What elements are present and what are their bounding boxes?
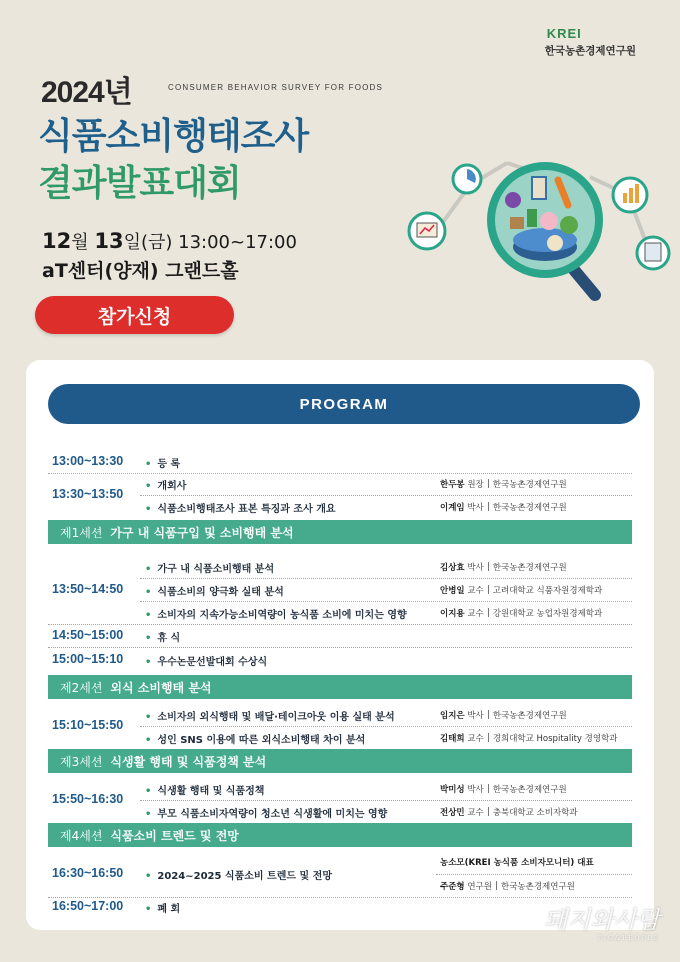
date-month-unit: 월: [71, 232, 89, 253]
speaker-info: [440, 880, 575, 892]
speaker-info: [440, 584, 602, 596]
item-divider: [140, 495, 632, 496]
item-divider: [140, 578, 632, 579]
event-year: 2024년: [41, 76, 132, 109]
session-title: 가구 내 식품구입 및 소비행태 분석: [110, 525, 294, 540]
session-title: 외식 소비행태 분석: [110, 680, 212, 695]
speaker-role: 교수: [467, 586, 484, 596]
speaker-role: 교수: [467, 609, 484, 619]
schedule-time: 14:50~15:00: [52, 627, 124, 642]
session-title: 식생활 행태 및 식품정책 분석: [110, 754, 267, 769]
speaker-divider: [488, 562, 489, 571]
date-rest: 일(금) 13:00~17:00: [123, 232, 297, 253]
speaker-info: [440, 709, 567, 721]
program-item: • 폐 회: [145, 900, 180, 915]
speaker-role: 교수: [467, 734, 484, 744]
schedule-time: 13:30~13:50: [52, 487, 124, 501]
item-divider: [436, 874, 632, 875]
date-month: 12: [42, 229, 72, 253]
schedule-row: [48, 703, 632, 749]
speaker-affiliation: 한국농촌경제연구원: [492, 785, 567, 795]
program-item: • 개회사: [145, 477, 186, 492]
item-divider: [140, 601, 632, 602]
food-survey-illustration: [395, 135, 680, 305]
speaker-name: 이계임: [440, 503, 465, 513]
session-number: 제4세션: [60, 828, 103, 843]
speaker-role: 박사: [467, 785, 484, 795]
speaker-affiliation: 고려대학교 식품자원경제학과: [492, 586, 603, 596]
program-item: • 소비자의 지속가능소비역량이 농식품 소비에 미치는 영향: [145, 606, 407, 621]
fruit-icon: [540, 212, 558, 230]
speaker-name: 전상민: [440, 808, 465, 818]
watermark-logo: [544, 900, 660, 942]
schedule-row: [48, 777, 632, 823]
schedule-row: [48, 555, 632, 624]
speaker-name: 한두봉: [440, 480, 465, 490]
schedule-row: [48, 624, 632, 647]
speaker-role: 박사: [467, 563, 484, 573]
program-item: • 성인 SNS 이용에 따른 외식소비행태 차이 분석: [145, 731, 365, 746]
speaker-affiliation: 경희대학교 Hospitality 경영학과: [492, 734, 618, 744]
logo-mark: KREI: [546, 26, 582, 41]
schedule-time: 13:00~13:30: [52, 453, 124, 468]
speaker-divider: [488, 479, 489, 488]
speaker-divider: [488, 608, 489, 617]
event-date: [42, 228, 297, 254]
bottle-icon: [527, 209, 537, 227]
schedule-row: [48, 648, 632, 671]
speaker-name: 박미성: [440, 785, 465, 795]
program-item: • 식생활 행태 및 식품정책: [145, 782, 264, 797]
speaker-divider: [488, 710, 489, 719]
speaker-divider: [488, 784, 489, 793]
session-number: 제1세션: [60, 525, 103, 540]
speaker-info: [440, 732, 618, 744]
session-header: [48, 823, 632, 847]
session-header: [48, 675, 632, 699]
logo-org-name: 한국농촌경제연구원: [544, 45, 636, 57]
program-item: • 등 록: [145, 455, 180, 470]
apply-button[interactable]: 참가신청: [35, 296, 234, 334]
speaker-info: [440, 501, 567, 513]
item-divider: [140, 726, 632, 727]
speaker-info: [440, 478, 567, 490]
schedule-time: 16:50~17:00: [52, 898, 124, 913]
schedule-time: 15:10~15:50: [52, 718, 124, 732]
schedule-time: 13:50~14:50: [52, 581, 124, 596]
schedule-row: [48, 450, 632, 473]
speaker-info: [440, 607, 602, 619]
session-header: [48, 749, 632, 773]
milk-icon: [532, 177, 546, 199]
speaker-name: 김태희: [440, 734, 465, 744]
speaker-org-text: 농소모(KREI 농식품 소비자모니터) 대표: [440, 858, 594, 868]
program-header: PROGRAM: [48, 384, 640, 424]
program-item: • 식품소비행태조사 표본 특징과 조사 개요: [145, 500, 336, 515]
program-item: • 부모 식품소비자역량이 청소년 식생활에 미치는 영향: [145, 805, 387, 820]
speaker-affiliation: 한국농촌경제연구원: [492, 711, 567, 721]
schedule-time: 15:00~15:10: [52, 651, 124, 666]
speaker-info: [440, 561, 567, 573]
program-item: • 우수논문선발대회 수상식: [145, 653, 267, 668]
speaker-org: [440, 856, 594, 868]
speaker-role: 원장: [467, 480, 484, 490]
speaker-role: 연구원: [467, 882, 492, 892]
speaker-name: 안병일: [440, 586, 465, 596]
grape-icon: [505, 192, 521, 208]
session-number: 제2세션: [60, 680, 103, 695]
speaker-divider: [488, 502, 489, 511]
item-divider: [140, 800, 632, 801]
speaker-name: 이지용: [440, 609, 465, 619]
speaker-name: 김상효: [440, 563, 465, 573]
vegetable-icon: [560, 216, 578, 234]
speaker-divider: [488, 733, 489, 742]
speaker-name: 임지은: [440, 711, 465, 721]
program-item: • 가구 내 식품소비행태 분석: [145, 560, 274, 575]
program-item: • 소비자의 외식행태 및 배달·테이크아웃 이용 실태 분석: [145, 708, 395, 723]
schedule-row: [48, 851, 632, 897]
speaker-role: 박사: [467, 711, 484, 721]
program-item: • 2024~2025 식품소비 트렌드 및 전망: [145, 867, 332, 882]
speaker-info: [440, 806, 578, 818]
speaker-divider: [488, 807, 489, 816]
session-number: 제3세션: [60, 754, 103, 769]
speaker-affiliation: 한국농촌경제연구원: [492, 563, 567, 573]
schedule-time: 16:30~16:50: [52, 866, 124, 880]
date-day: 13: [94, 229, 124, 253]
speaker-divider: [496, 881, 497, 890]
speaker-affiliation: 한국농촌경제연구원: [492, 503, 567, 513]
schedule-row: [48, 472, 632, 518]
session-title: 식품소비 트렌드 및 전망: [110, 828, 239, 843]
speaker-info: [440, 783, 567, 795]
speaker-affiliation: 강원대학교 농업자원경제학과: [492, 609, 603, 619]
event-title-line1: 식품소비행태조사: [38, 116, 309, 157]
speaker-affiliation: 충북대학교 소비자학과: [492, 808, 578, 818]
event-title-line2: 결과발표대회: [38, 163, 241, 204]
krei-logo: [545, 26, 636, 58]
event-subtitle: CONSUMER BEHAVIOR SURVEY FOR FOODS: [168, 83, 384, 92]
program-item: • 식품소비의 양극화 실태 분석: [145, 583, 284, 598]
speaker-role: 교수: [467, 808, 484, 818]
schedule-time: 15:50~16:30: [52, 792, 124, 806]
speaker-affiliation: 한국농촌경제연구원: [492, 480, 567, 490]
speaker-divider: [488, 585, 489, 594]
onion-icon: [547, 235, 563, 251]
watermark-sub: PIG&PEOPLE: [597, 935, 660, 942]
speaker-name: 주준형: [440, 882, 465, 892]
bread-icon: [510, 217, 524, 229]
speaker-affiliation: 한국농촌경제연구원: [500, 882, 575, 892]
event-venue: aT센터(양재) 그랜드홀: [42, 260, 239, 282]
watermark-text: 돼지와사람: [544, 906, 660, 934]
program-item: • 휴 식: [145, 629, 180, 644]
speaker-role: 박사: [467, 503, 484, 513]
session-header: [48, 520, 632, 544]
